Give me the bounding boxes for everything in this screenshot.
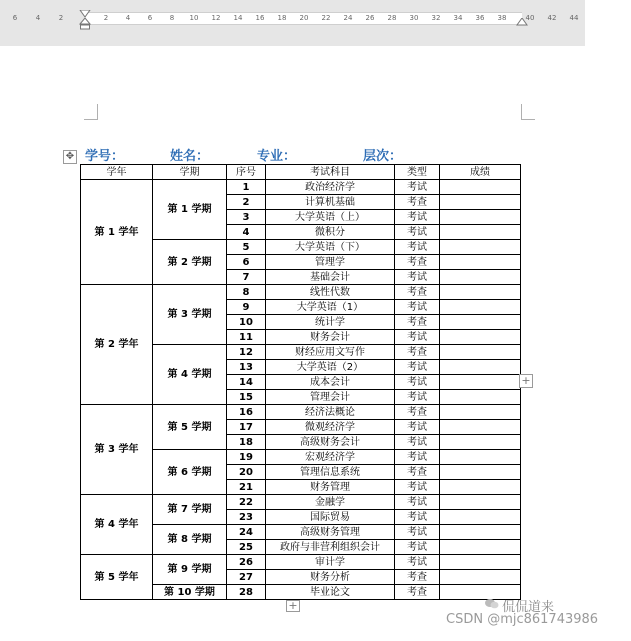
watermark-author: 侃侃道来	[502, 600, 555, 615]
type-cell[interactable]: 考查	[395, 195, 440, 210]
ruler-label: 6	[147, 14, 153, 22]
watermark-csdn: CSDN @mjc861743986	[446, 612, 599, 627]
semester-cell[interactable]: 第 6 学期	[153, 450, 227, 495]
ruler-label: 2	[58, 14, 64, 22]
type-cell[interactable]: 考试	[395, 510, 440, 525]
type-cell[interactable]: 考查	[395, 315, 440, 330]
subject-cell[interactable]: 财经应用文写作	[266, 345, 395, 360]
table-header-row	[81, 165, 521, 180]
ruler-label: 26	[365, 14, 375, 22]
score-cell[interactable]	[440, 360, 521, 375]
score-cell[interactable]	[440, 495, 521, 510]
score-cell[interactable]	[440, 420, 521, 435]
type-cell[interactable]: 考查	[395, 465, 440, 480]
number-cell[interactable]: 13	[227, 360, 266, 375]
subject-cell[interactable]: 宏观经济学	[266, 450, 395, 465]
type-cell[interactable]: 考试	[395, 180, 440, 195]
table-move-handle[interactable]: ✥	[63, 150, 77, 164]
type-cell[interactable]: 考查	[395, 345, 440, 360]
semester-cell[interactable]: 第 10 学期	[153, 585, 227, 600]
ruler-label: 42	[547, 14, 557, 22]
subject-cell[interactable]: 大学英语（2）	[266, 360, 395, 375]
subject-cell[interactable]: 财务会计	[266, 330, 395, 345]
subject-cell[interactable]: 财务管理	[266, 480, 395, 495]
subject-cell[interactable]: 管理信息系统	[266, 465, 395, 480]
score-cell[interactable]	[440, 240, 521, 255]
number-cell[interactable]: 5	[227, 240, 266, 255]
crop-mark-left-v	[97, 104, 98, 120]
subject-cell[interactable]: 毕业论文	[266, 585, 395, 600]
type-cell[interactable]: 考试	[395, 240, 440, 255]
subject-cell[interactable]: 计算机基础	[266, 195, 395, 210]
score-cell[interactable]	[440, 525, 521, 540]
score-cell[interactable]	[440, 255, 521, 270]
type-cell[interactable]: 考试	[395, 540, 440, 555]
number-cell[interactable]: 26	[227, 555, 266, 570]
type-cell[interactable]: 考试	[395, 210, 440, 225]
number-cell[interactable]: 22	[227, 495, 266, 510]
score-cell[interactable]	[440, 345, 521, 360]
col-header-semester[interactable]: 学期	[153, 165, 227, 180]
type-cell[interactable]: 考查	[395, 285, 440, 300]
type-cell[interactable]: 考试	[395, 435, 440, 450]
subject-cell[interactable]: 金融学	[266, 495, 395, 510]
score-cell[interactable]	[440, 480, 521, 495]
ruler-label: 4	[35, 14, 41, 22]
right-indent-marker[interactable]	[516, 18, 528, 28]
subject-cell[interactable]: 政治经济学	[266, 180, 395, 195]
ruler-label: 36	[475, 14, 485, 22]
crop-mark-left-h	[84, 119, 98, 120]
number-cell[interactable]: 15	[227, 390, 266, 405]
col-header-number[interactable]: 序号	[227, 165, 266, 180]
table-row	[81, 285, 521, 300]
type-cell[interactable]: 考查	[395, 570, 440, 585]
number-cell[interactable]: 20	[227, 465, 266, 480]
student-id-label: 学号：	[85, 149, 125, 164]
col-header-subject[interactable]: 考试科目	[266, 165, 395, 180]
number-cell[interactable]: 14	[227, 375, 266, 390]
col-header-type[interactable]: 类型	[395, 165, 440, 180]
ruler-label: 20	[299, 14, 309, 22]
score-cell[interactable]	[440, 270, 521, 285]
semester-cell[interactable]: 第 1 学期	[153, 180, 227, 240]
col-header-year[interactable]: 学年	[81, 165, 153, 180]
ruler-label: 22	[321, 14, 331, 22]
number-cell[interactable]: 25	[227, 540, 266, 555]
type-cell[interactable]: 考查	[395, 255, 440, 270]
score-cell[interactable]	[440, 315, 521, 330]
number-cell[interactable]: 27	[227, 570, 266, 585]
number-cell[interactable]: 19	[227, 450, 266, 465]
subject-cell[interactable]: 经济法概论	[266, 405, 395, 420]
semester-cell[interactable]: 第 5 学期	[153, 405, 227, 450]
ruler-label: 40	[525, 14, 535, 22]
subject-cell[interactable]: 政府与非营利组织会计	[266, 540, 395, 555]
score-cell[interactable]	[440, 435, 521, 450]
type-cell[interactable]: 考试	[395, 330, 440, 345]
table-row	[81, 180, 521, 195]
type-cell[interactable]: 考试	[395, 450, 440, 465]
subject-cell[interactable]: 财务分析	[266, 570, 395, 585]
ruler-label: 34	[453, 14, 463, 22]
semester-cell[interactable]: 第 7 学期	[153, 495, 227, 525]
subject-cell[interactable]: 国际贸易	[266, 510, 395, 525]
number-cell[interactable]: 18	[227, 435, 266, 450]
semester-cell[interactable]: 第 9 学期	[153, 555, 227, 585]
type-cell[interactable]: 考试	[395, 375, 440, 390]
number-cell[interactable]: 16	[227, 405, 266, 420]
number-cell[interactable]: 3	[227, 210, 266, 225]
level-label: 层次：	[363, 149, 403, 164]
course-table[interactable]	[80, 164, 521, 600]
ruler-label: 14	[233, 14, 243, 22]
subject-cell[interactable]: 管理会计	[266, 390, 395, 405]
number-cell[interactable]: 10	[227, 315, 266, 330]
score-cell[interactable]	[440, 300, 521, 315]
ruler-label: 44	[569, 14, 579, 22]
type-cell[interactable]: 考查	[395, 585, 440, 600]
number-cell[interactable]: 1	[227, 180, 266, 195]
number-cell[interactable]: 6	[227, 255, 266, 270]
ruler-label: 16	[255, 14, 265, 22]
ruler-label: 28	[387, 14, 397, 22]
number-cell[interactable]: 24	[227, 525, 266, 540]
table-row	[81, 495, 521, 510]
number-cell[interactable]: 9	[227, 300, 266, 315]
col-header-score[interactable]: 成绩	[440, 165, 521, 180]
type-cell[interactable]: 考试	[395, 420, 440, 435]
subject-cell[interactable]: 统计学	[266, 315, 395, 330]
year-cell[interactable]: 第 3 学年	[81, 405, 153, 495]
type-cell[interactable]: 考试	[395, 300, 440, 315]
year-cell[interactable]: 第 5 学年	[81, 555, 153, 600]
score-cell[interactable]	[440, 210, 521, 225]
ruler-label: 18	[277, 14, 287, 22]
subject-cell[interactable]: 大学英语（下）	[266, 240, 395, 255]
score-cell[interactable]	[440, 180, 521, 195]
name-label: 姓名：	[170, 149, 210, 164]
type-cell[interactable]: 考试	[395, 225, 440, 240]
type-cell[interactable]: 考试	[395, 480, 440, 495]
ruler-label: 12	[211, 14, 221, 22]
type-cell[interactable]: 考试	[395, 495, 440, 510]
score-cell[interactable]	[440, 405, 521, 420]
crop-mark-right-h	[521, 119, 535, 120]
score-cell[interactable]	[440, 285, 521, 300]
semester-cell[interactable]: 第 3 学期	[153, 285, 227, 345]
type-cell[interactable]: 考试	[395, 525, 440, 540]
ruler-label: 10	[189, 14, 199, 22]
subject-cell[interactable]: 成本会计	[266, 375, 395, 390]
year-cell[interactable]: 第 2 学年	[81, 285, 153, 405]
subject-cell[interactable]: 线性代数	[266, 285, 395, 300]
year-cell[interactable]: 第 1 学年	[81, 180, 153, 285]
score-cell[interactable]	[440, 375, 521, 390]
score-cell[interactable]	[440, 195, 521, 210]
score-cell[interactable]	[440, 510, 521, 525]
ruler-label: 8	[169, 14, 175, 22]
number-cell[interactable]: 12	[227, 345, 266, 360]
ruler-label: 38	[497, 14, 507, 22]
subject-cell[interactable]: 高级财务管理	[266, 525, 395, 540]
ruler-label: 30	[409, 14, 419, 22]
type-cell[interactable]: 考试	[395, 390, 440, 405]
score-cell[interactable]	[440, 225, 521, 240]
number-cell[interactable]: 2	[227, 195, 266, 210]
number-cell[interactable]: 8	[227, 285, 266, 300]
subject-cell[interactable]: 管理学	[266, 255, 395, 270]
subject-cell[interactable]: 大学英语（上）	[266, 210, 395, 225]
type-cell[interactable]: 考试	[395, 360, 440, 375]
ruler-label: 6	[12, 14, 18, 22]
number-cell[interactable]: 4	[227, 225, 266, 240]
subject-cell[interactable]: 高级财务会计	[266, 435, 395, 450]
semester-cell[interactable]: 第 8 学期	[153, 525, 227, 555]
add-row-button[interactable]: +	[286, 600, 300, 612]
semester-cell[interactable]: 第 2 学期	[153, 240, 227, 285]
table-body	[81, 180, 521, 600]
score-cell[interactable]	[440, 330, 521, 345]
score-cell[interactable]	[440, 540, 521, 555]
type-cell[interactable]: 考试	[395, 270, 440, 285]
ruler-label: 32	[431, 14, 441, 22]
subject-cell[interactable]: 审计学	[266, 555, 395, 570]
score-cell[interactable]	[440, 570, 521, 585]
score-cell[interactable]	[440, 465, 521, 480]
add-column-button[interactable]: +	[519, 374, 533, 388]
year-cell[interactable]: 第 4 学年	[81, 495, 153, 555]
type-cell[interactable]: 考查	[395, 405, 440, 420]
ruler-label: 24	[343, 14, 353, 22]
table-row	[81, 555, 521, 570]
ruler-label: 2	[103, 14, 109, 22]
number-cell[interactable]: 7	[227, 270, 266, 285]
major-label: 专业：	[257, 149, 297, 164]
number-cell[interactable]: 11	[227, 330, 266, 345]
subject-cell[interactable]: 微积分	[266, 225, 395, 240]
number-cell[interactable]: 23	[227, 510, 266, 525]
score-cell[interactable]	[440, 450, 521, 465]
score-cell[interactable]	[440, 390, 521, 405]
number-cell[interactable]: 21	[227, 480, 266, 495]
type-cell[interactable]: 考试	[395, 555, 440, 570]
number-cell[interactable]: 17	[227, 420, 266, 435]
subject-cell[interactable]: 大学英语（1）	[266, 300, 395, 315]
subject-cell[interactable]: 基础会计	[266, 270, 395, 285]
hanging-indent-marker[interactable]	[79, 18, 91, 30]
subject-cell[interactable]: 微观经济学	[266, 420, 395, 435]
score-cell[interactable]	[440, 555, 521, 570]
wechat-icon	[485, 598, 499, 610]
ruler-label: 4	[125, 14, 131, 22]
crop-mark-right-v	[521, 104, 522, 120]
number-cell[interactable]: 28	[227, 585, 266, 600]
semester-cell[interactable]: 第 4 学期	[153, 345, 227, 405]
table-row	[81, 405, 521, 420]
